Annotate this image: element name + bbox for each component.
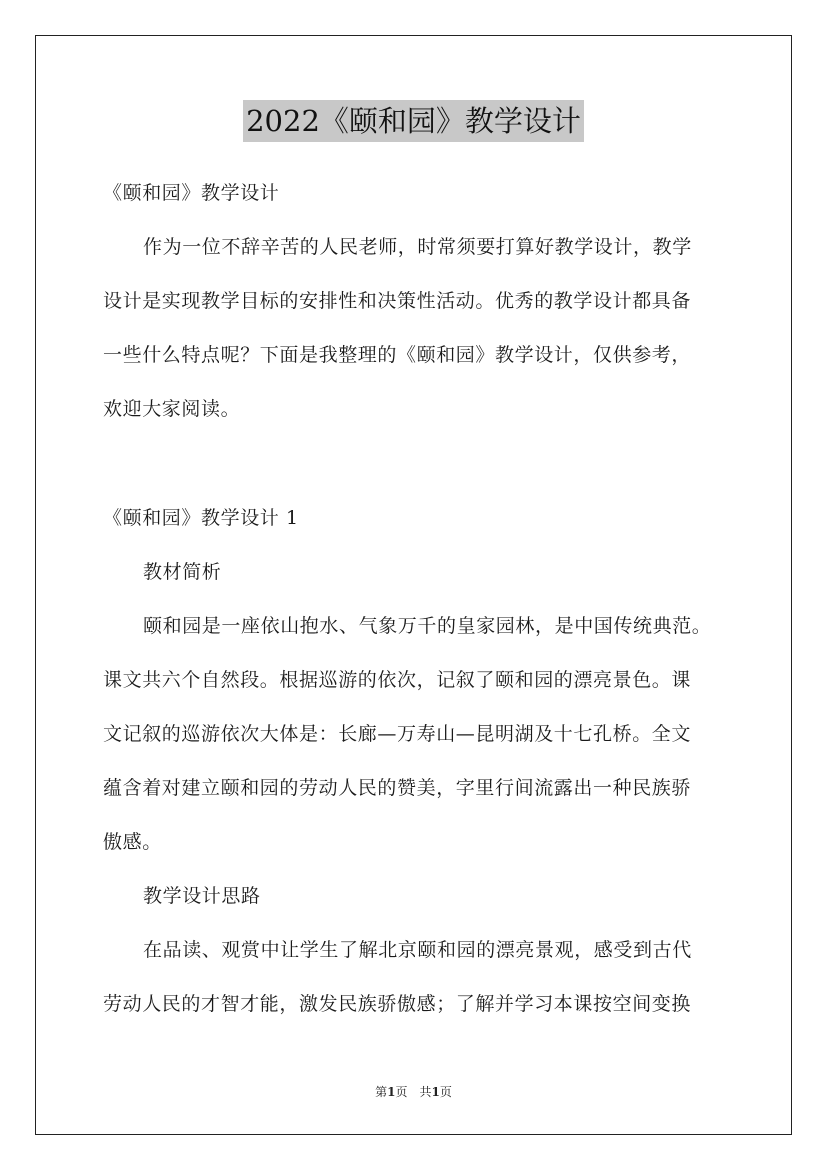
document-title [0,100,827,142]
intro-line-3: 一些什么特点呢？下面是我整理的《颐和园》教学设计，仅供参考， [103,344,692,366]
footer-page-number: 1 [387,1085,396,1099]
footer-mid: 页 共 [395,1085,432,1099]
design-line-1: 在品读、观赏中让学生了解北京颐和园的漂亮景观，感受到古代 [143,939,692,961]
footer-total-pages: 1 [431,1085,440,1099]
analysis-line-5: 傲感。 [103,831,162,853]
document-subtitle: 《颐和园》教学设计 [103,182,280,204]
footer-prefix: 第 [375,1085,388,1099]
footer-suffix: 页 [439,1085,452,1099]
analysis-line-2: 课文共六个自然段。根据巡游的依次，记叙了颐和园的漂亮景色。课 [103,669,692,691]
design-line-2: 劳动人民的才智才能，激发民族骄傲感；了解并学习本课按空间变换 [103,993,692,1015]
document-title-text: 2022《颐和园》教学设计 [243,100,584,142]
analysis-line-3: 文记叙的巡游依次大体是：长廊—万寿山—昆明湖及十七孔桥。全文 [103,723,692,745]
design-heading: 教学设计思路 [143,885,261,907]
intro-line-4: 欢迎大家阅读。 [103,398,241,420]
intro-line-2: 设计是实现教学目标的安排性和决策性活动。优秀的教学设计都具备 [103,290,692,312]
page-footer [0,1083,827,1100]
intro-line-1: 作为一位不辞辛苦的人民老师，时常须要打算好教学设计，教学 [143,236,692,258]
analysis-line-1: 颐和园是一座依山抱水、气象万千的皇家园林，是中国传统典范。 [143,615,712,637]
analysis-line-4: 蕴含着对建立颐和园的劳动人民的赞美，字里行间流露出一种民族骄 [103,777,692,799]
section-heading: 《颐和园》教学设计 1 [103,507,299,529]
analysis-heading: 教材简析 [143,561,222,583]
